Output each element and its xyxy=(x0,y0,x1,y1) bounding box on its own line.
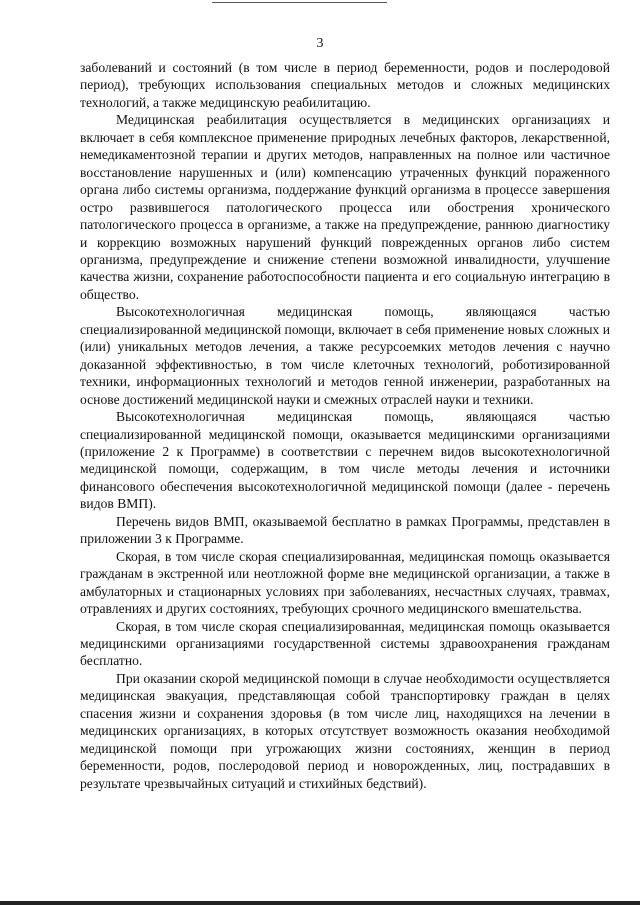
paragraph-high-tech-care-definition: Высокотехнологичная медицинская помощь, являющаяся частью специализированной медицинской помощи, включает в себя применение новых сложных и (или) уникальных методов лечения, а также ресурсоемких методов лечения с научно доказанной эффективностью, в том числе клеточных технологий, роботизированной техники, информационных технологий и методов генной инженерии, разработанных на основе достижений медицинской науки и смежных отраслей науки и техники. xyxy=(80,304,610,407)
paragraph-emergency-care: Скорая, в том числе скорая специализированная, медицинская помощь оказывается гражданам в экстренной или неотложной форме вне медицинской организации, а также в амбулаторных и стационарных условиях при заболеваниях, несчастных случаях, травмах, отравлениях и других состояниях, требующих срочного медицинского вмешательства. xyxy=(80,548,610,617)
paragraph-medical-rehabilitation: Медицинская реабилитация осуществляется в медицинских организациях и включает в себя комплексное применение природных лечебных факторов, лекарственной, немедикаментозной терапии и других методов, направленных на полное или частичное восстановление нарушенных и (или) компенсацию утраченных функций пораженного органа либо системы организма, поддержание функций организма в процессе завершения остро развившегося патологического процесса или обострения хронического патологического процесса в организме, а также на предупреждение, раннюю диагностику и коррекцию возможных нарушений функций поврежденных органов либо систем организма, предупреждение и снижение степени возможной инвалидности, улучшение качества жизни, сохранение работоспособности пациента и его социальную интеграцию в общество. xyxy=(80,112,610,302)
paragraph-continuation: заболеваний и состояний (в том числе в период беременности, родов и послеродовой период), требующих использования специальных методов и сложных медицинских технологий, а также медицинскую реабилитацию. xyxy=(80,60,610,110)
document-body xyxy=(80,59,610,792)
paragraph-emergency-care-free: Скорая, в том числе скорая специализированная, медицинская помощь оказывается медицинскими организациями государственной системы здравоохранения гражданам бесплатно. xyxy=(80,618,610,669)
paragraph-high-tech-care-provision: Высокотехнологичная медицинская помощь, являющаяся частью специализированной медицинской помощи, оказывается медицинскими организациями (приложение 2 к Программе) в соответствии с перечнем видов высокотехнологичной медицинской помощи, содержащим, в том числе методы лечения и источники финансового обеспечения высокотехнологичной медицинской помощи (далее - перечень видов ВМП). xyxy=(80,409,610,512)
top-rule xyxy=(212,2,387,3)
paragraph-vmp-list: Перечень видов ВМП, оказываемой бесплатно в рамках Программы, представлен в приложении 3 к Программе. xyxy=(80,513,610,547)
paragraph-medical-evacuation: При оказании скорой медицинской помощи в случае необходимости осуществляется медицинская эвакуация, представляющая собой транспортировку граждан в целях спасения жизни и сохранения здоровья (в том числе лиц, находящихся на лечении в медицинских организациях, в которых отсутствует возможность оказания необходимой медицинской помощи при угрожающих жизни состояниях, женщин в период беременности, родов, послеродовой период и новорожденных, лиц, пострадавших в результате чрезвычайных ситуаций и стихийных бедствий). xyxy=(80,670,610,791)
bottom-scan-edge xyxy=(0,901,640,905)
page-number: 3 xyxy=(316,36,324,51)
